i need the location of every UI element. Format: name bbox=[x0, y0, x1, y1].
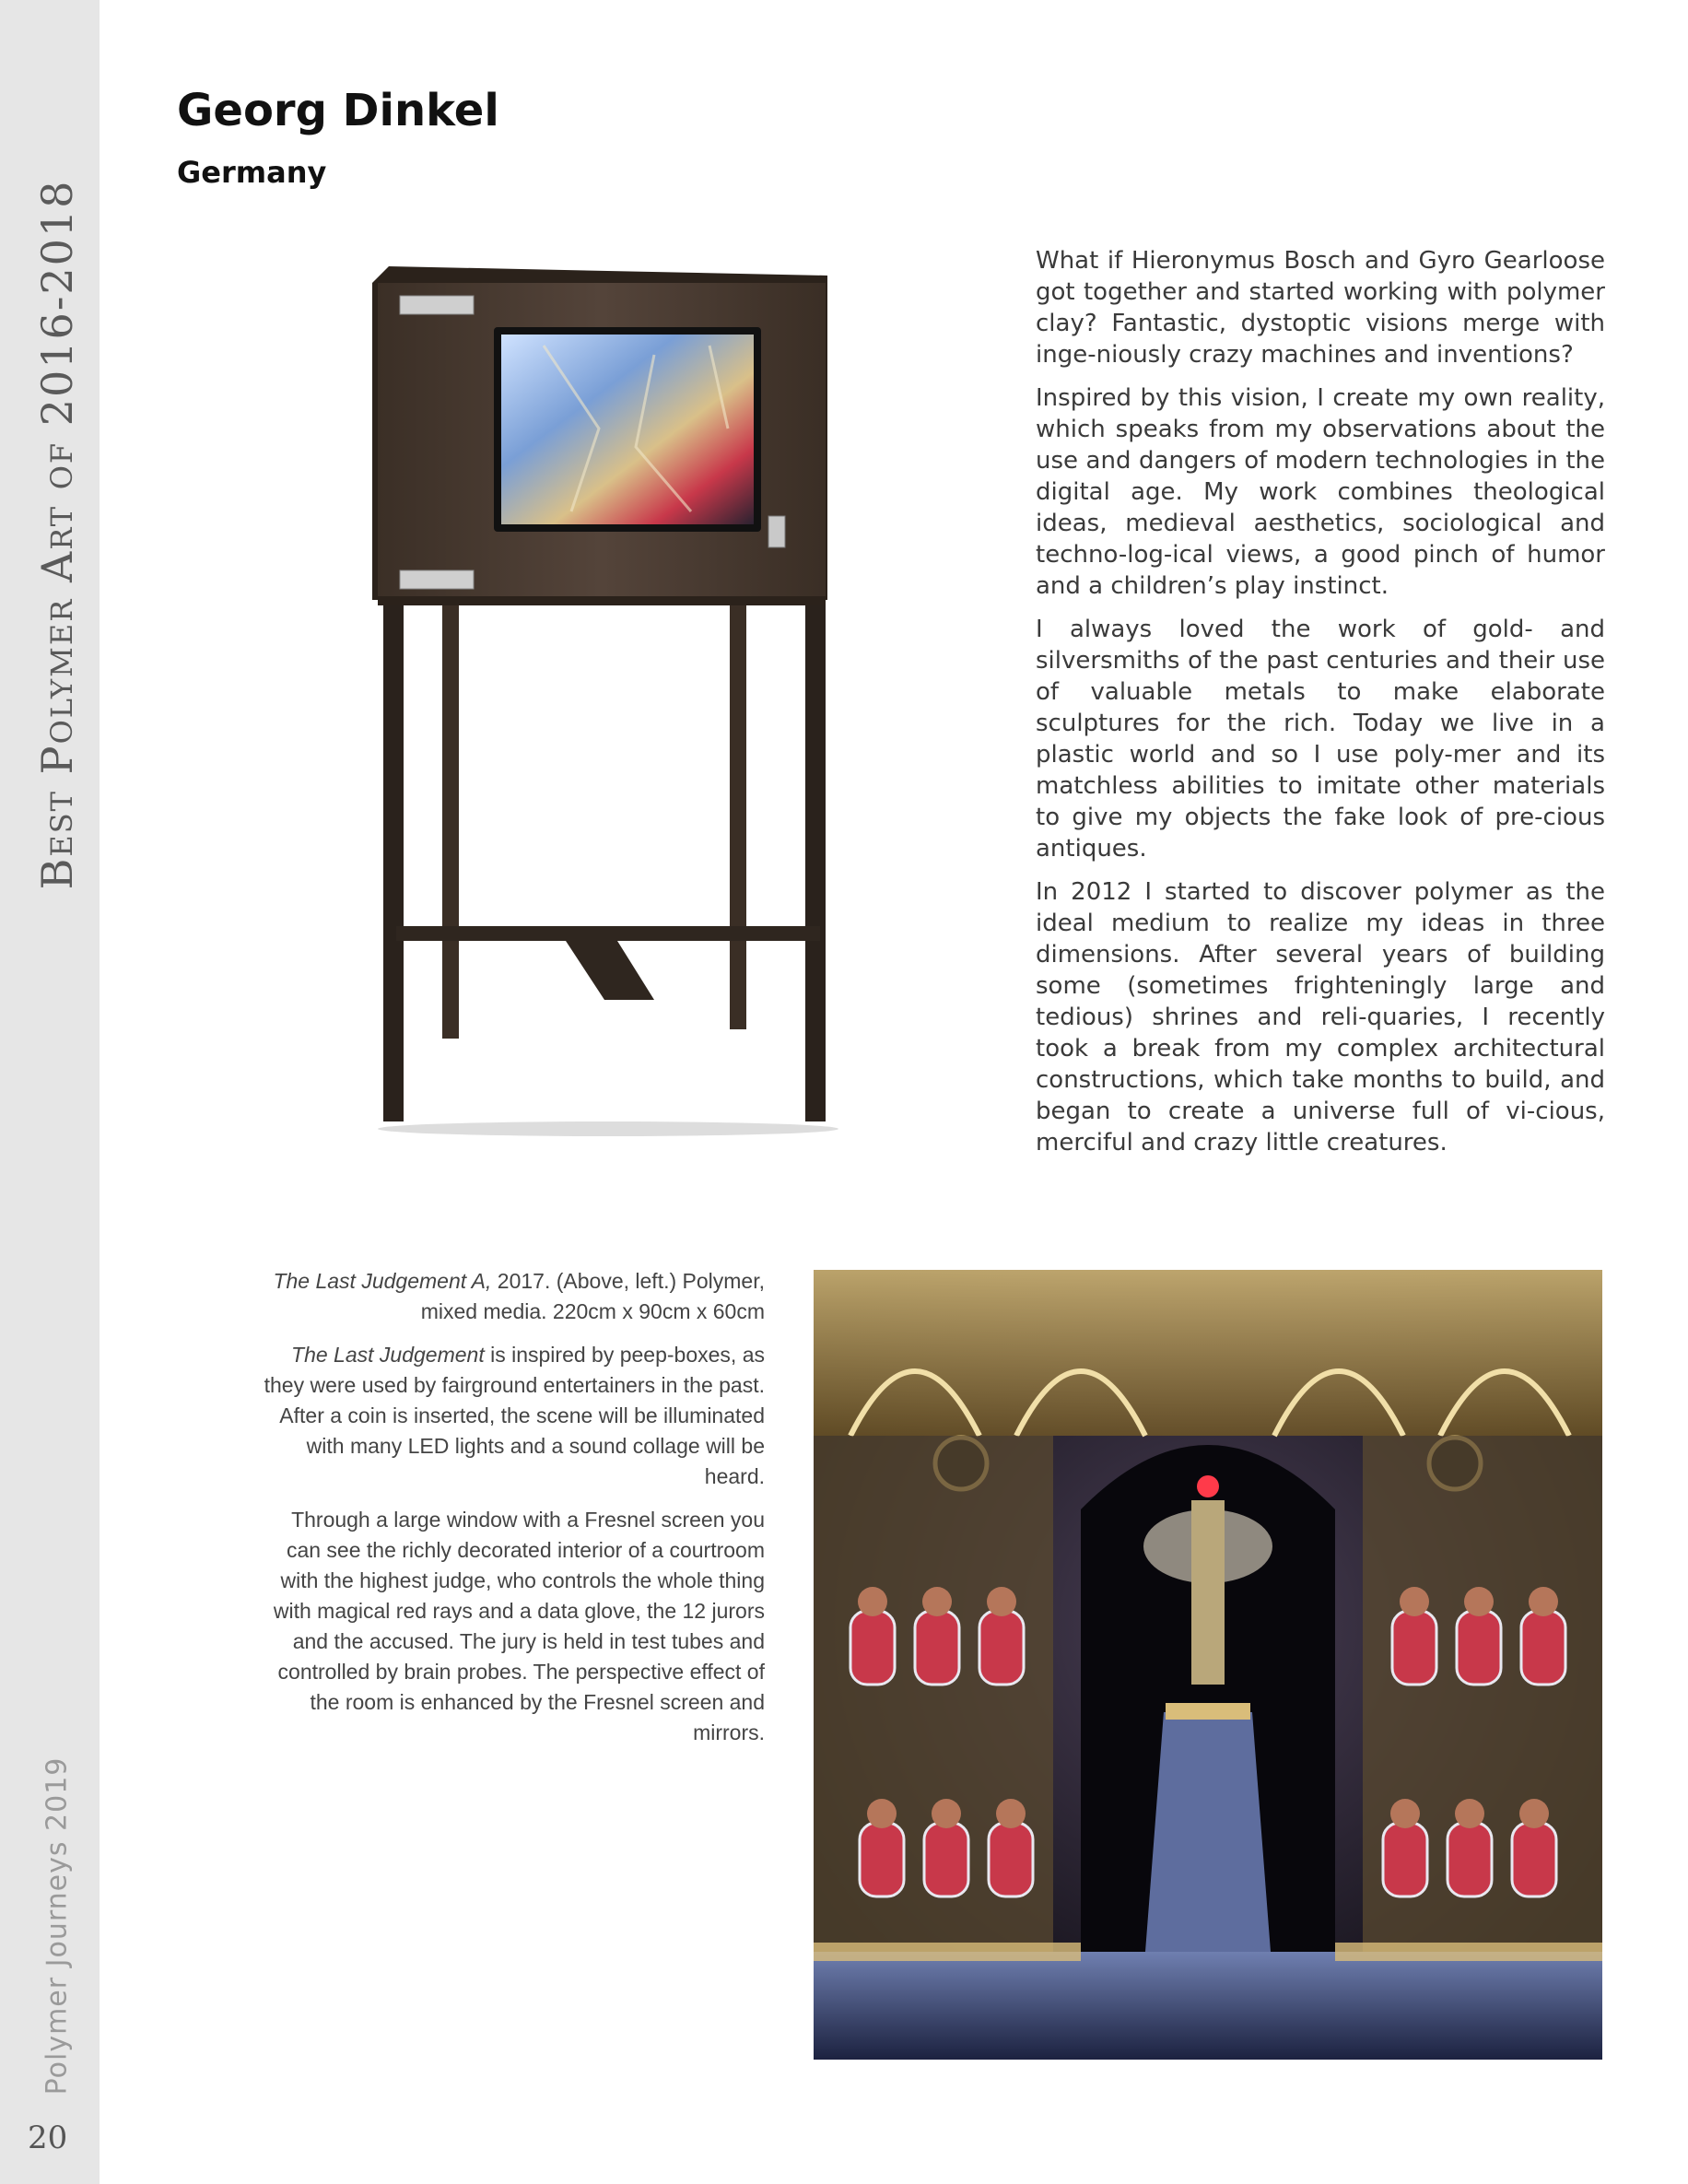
caption-work-details: 2017. (Above, left.) Polymer, mixed media. 220cm x 90cm x 60cm bbox=[420, 1269, 765, 1323]
statement-paragraph-3: I always loved the work of gold- and silversmiths of the past centuries and their use of valuable metals to make elaborate sculptures for the rich. Today we live in a plastic world and so I use poly-mer and its matchless abilities to imitate other materials to give my objects the fake look of pre-cious antiques. bbox=[1036, 616, 1605, 863]
caption-work-title: The Last Judgement A, bbox=[273, 1269, 492, 1293]
sidebar bbox=[0, 0, 100, 2184]
caption-paragraph-3: Through a large window with a Fresnel screen you can see the richly decorated interior of a courtroom with the highest judge, who controls the whole thing with magical red rays and a data glove, the 12 jurors and the accused. The jury is held in test tubes and controlled by brain probes. The perspective effect of the room is enhanced by the Fresnel screen and mirrors. bbox=[273, 1508, 765, 1744]
artist-name: Georg Dinkel bbox=[177, 85, 499, 136]
courtroom-interior-photo bbox=[814, 1270, 1602, 2060]
caption-paragraph-2 bbox=[254, 1340, 765, 1492]
series-title: Polymer Journeys 2019 bbox=[41, 1756, 74, 2096]
caption-para2-text: is inspired by peep-boxes, as they were used by fairground entertainers in the past. After a coin is inserted, the scene will be illuminated with many LED lights and a sound collage will be heard. bbox=[264, 1343, 765, 1488]
page-number: 20 bbox=[28, 2119, 68, 2156]
caption-para2-title: The Last Judgement bbox=[291, 1343, 485, 1367]
book-title: Best Polymer Art of 2016-2018 bbox=[32, 179, 82, 890]
statement-paragraph-1: What if Hieronymus Bosch and Gyro Gearloose got together and started working with polymer clay? Fantastic, dystoptic visions merge with inge-niously crazy machines and inventions? bbox=[1036, 247, 1605, 369]
peep-box-cabinet-illustration bbox=[359, 263, 857, 1138]
image-caption bbox=[254, 1266, 765, 1761]
cabinet-image bbox=[359, 263, 857, 1138]
courtroom-interior-illustration bbox=[814, 1270, 1602, 2060]
artist-country: Germany bbox=[177, 155, 327, 190]
caption-work-info bbox=[254, 1266, 765, 1327]
artist-statement bbox=[1036, 245, 1605, 1170]
statement-paragraph-4: In 2012 I started to discover polymer as the ideal medium to realize my ideas in three dimensions. After several years of building some (sometimes frighteningly large and tedious) shrines and reli-quaries, I recently took a break from my complex architectural constructions, which take months to build, and began to create a universe full of vi-cious, merciful and crazy little creatures. bbox=[1036, 878, 1605, 1157]
statement-paragraph-2: Inspired by this vision, I create my own reality, which speaks from my observations about the use and dangers of modern technologies in the digital age. My work combines theological ideas, medieval aesthetics, sociological and techno-log-ical views, a good pinch of humor and a children’s play instinct. bbox=[1036, 384, 1605, 600]
